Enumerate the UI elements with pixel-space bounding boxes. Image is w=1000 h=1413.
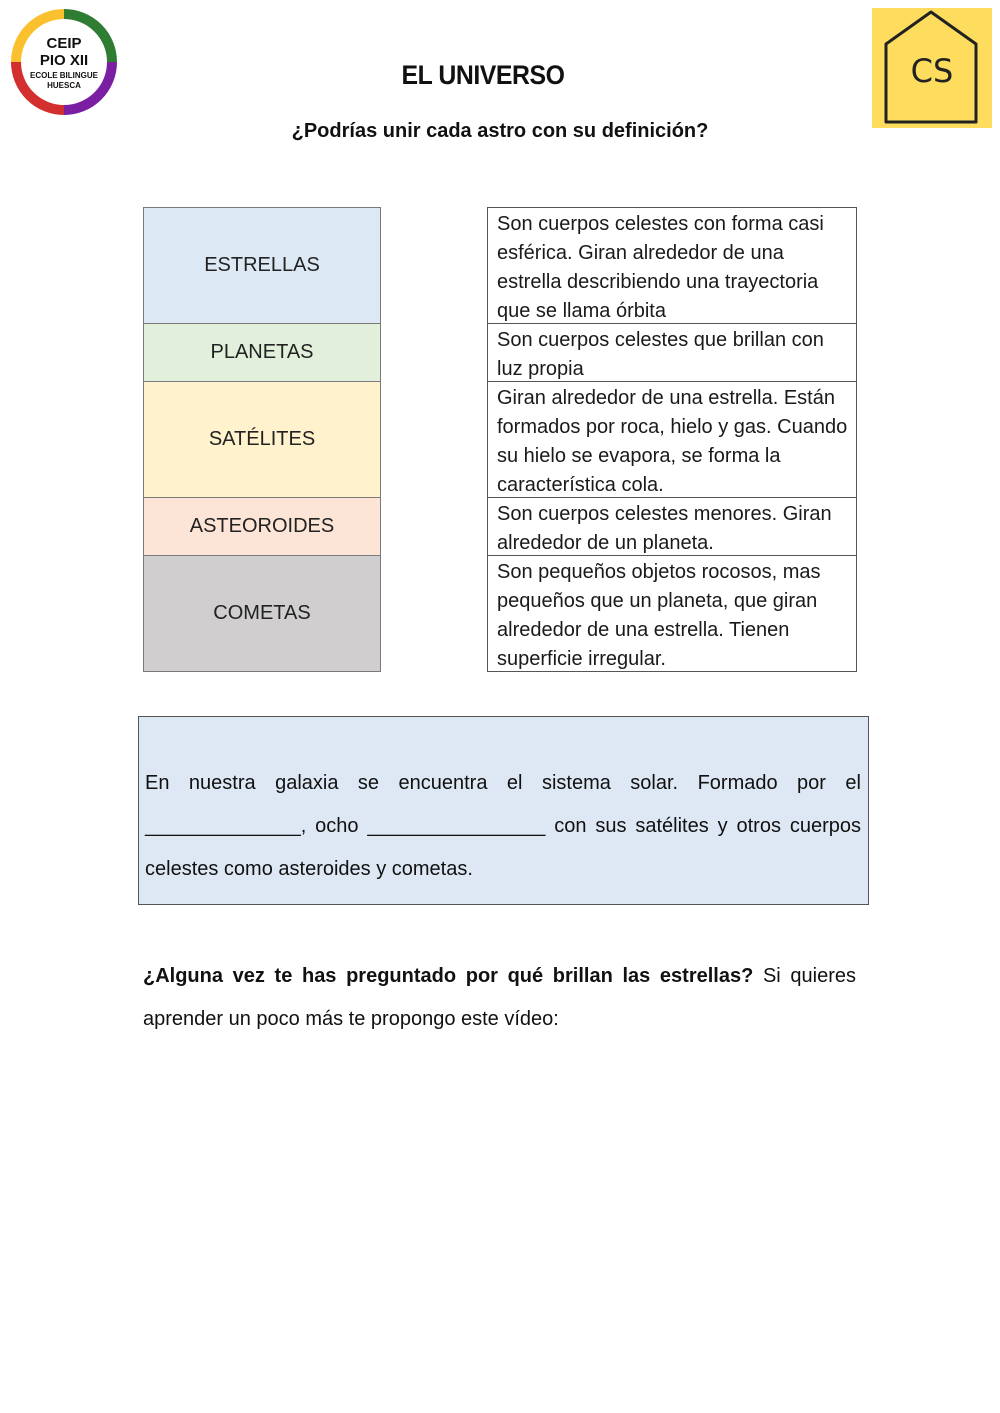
fill-in-text[interactable]: En nuestra galaxia se encuentra el sistema solar. Formado por el ______________, ocho ________________ con sus satélites y otros cuerpos celestes como asteroides y cometas.	[145, 772, 861, 880]
definition-5[interactable]: Son pequeños objetos rocosos, mas pequeños que un planeta, que giran alrededor de una estrella. Tienen superficie irregular.	[487, 556, 857, 672]
cs-badge-text: CS	[910, 52, 954, 90]
page-subtitle: ¿Podrías unir cada astro con su definición?	[291, 120, 709, 142]
term-planetas[interactable]	[143, 324, 381, 382]
definitions-column	[487, 207, 857, 672]
terms-column	[143, 207, 381, 672]
definition-2[interactable]: Son cuerpos celestes que brillan con luz propia	[487, 324, 857, 382]
page-title: EL UNIVERSO	[401, 60, 565, 90]
definition-4[interactable]: Son cuerpos celestes menores. Giran alrededor de un planeta.	[487, 498, 857, 556]
question-bold: ¿Alguna vez te has preguntado por qué brillan las estrellas?	[143, 965, 754, 987]
term-cometas[interactable]	[143, 556, 381, 672]
logo-line2: PIO XII	[39, 52, 89, 69]
term-asteroides[interactable]	[143, 498, 381, 556]
definition-3[interactable]: Giran alrededor de una estrella. Están formados por roca, hielo y gas. Cuando su hielo se evapora, se forma la característica cola.	[487, 382, 857, 498]
term-label: ESTRELLAS	[204, 254, 320, 276]
term-estrellas[interactable]	[143, 207, 381, 324]
fill-in-box	[138, 716, 869, 905]
definition-1[interactable]: Son cuerpos celestes con forma casi esférica. Giran alrededor de una estrella describiendo una trayectoria que se llama órbita	[487, 207, 857, 324]
question-rest: Si quieres aprender un poco más te propongo este vídeo:	[143, 965, 856, 1030]
term-label: SATÉLITES	[208, 428, 316, 450]
logo-line4: HUESCA	[47, 81, 81, 90]
term-label: COMETAS	[213, 602, 311, 624]
term-label: ASTEOROIDES	[189, 515, 335, 537]
logo-line1: CEIP	[46, 35, 82, 52]
term-label: PLANETAS	[210, 341, 314, 363]
logo-line3: ECOLE BILINGUE	[29, 71, 99, 80]
term-satelites[interactable]	[143, 382, 381, 498]
video-question	[143, 955, 856, 1041]
